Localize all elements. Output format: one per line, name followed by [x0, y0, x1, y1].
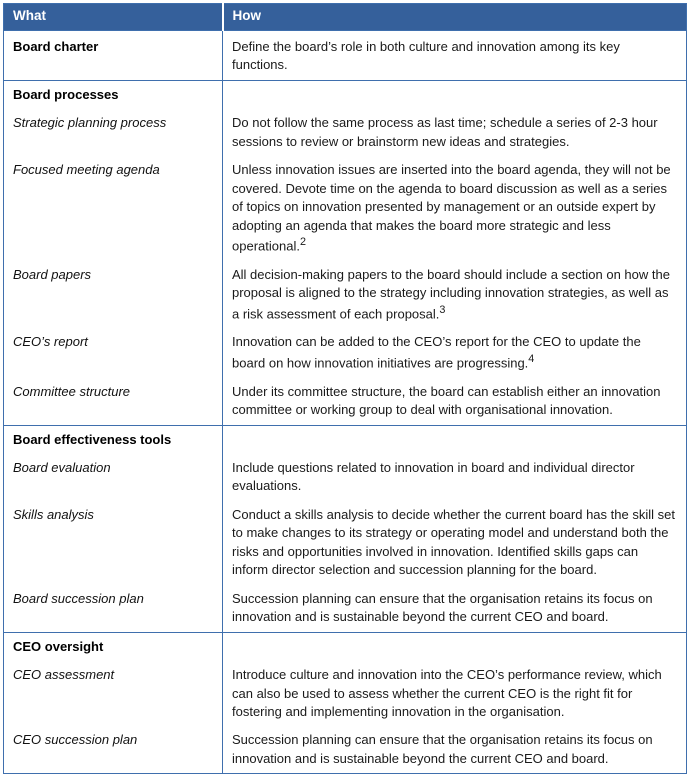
section-label: Board effectiveness tools — [13, 431, 172, 447]
item-label: Strategic planning process — [13, 115, 167, 131]
cell-what — [4, 328, 223, 377]
section-label: CEO oversight — [13, 638, 104, 654]
table-row — [4, 109, 687, 156]
table-body — [4, 30, 687, 773]
cell-what — [4, 261, 223, 329]
table-row — [4, 261, 687, 329]
item-label: CEO succession plan — [13, 732, 138, 748]
item-label: Focused meeting agenda — [13, 162, 160, 178]
cell-what — [4, 632, 223, 661]
section-label: Board charter — [13, 38, 99, 54]
table-row — [4, 585, 687, 632]
how-description: Do not follow the same process as last time; schedule a series of 2-3 hour sessions to review or brainstorm new ideas and strategies. — [232, 115, 658, 149]
item-label: Board papers — [13, 266, 92, 282]
board-innovation-table-container — [3, 3, 686, 774]
table-row — [4, 661, 687, 726]
cell-what — [4, 156, 223, 261]
how-description: Succession planning can ensure that the organisation retains its focus on innovation and is sustainable beyond the current CEO and board. — [232, 590, 653, 625]
cell-what — [4, 80, 223, 109]
table-row — [4, 30, 687, 80]
how-description: Under its committee structure, the board can establish either an innovation committee or working group to deal with organisational innovation. — [232, 383, 661, 418]
table-row — [4, 726, 687, 773]
item-label: Board succession plan — [13, 590, 144, 606]
item-label: Skills analysis — [13, 506, 94, 522]
table-row — [4, 425, 687, 454]
how-description: Innovation can be added to the CEO’s report for the CEO to update the board on how innovation initiatives are progressing. — [232, 334, 641, 371]
table-row — [4, 328, 687, 377]
item-label: CEO’s report — [13, 334, 88, 350]
cell-what — [4, 454, 223, 501]
cell-what — [4, 501, 223, 585]
cell-what — [4, 661, 223, 726]
how-description: Succession planning can ensure that the organisation retains its focus on innovation and is sustainable beyond the current CEO and board. — [232, 732, 653, 766]
cell-what — [4, 585, 223, 632]
footnote-marker: 4 — [528, 352, 535, 365]
table-row — [4, 501, 687, 585]
cell-how — [223, 661, 687, 726]
table-header — [4, 4, 687, 31]
board-innovation-table — [3, 3, 687, 774]
cell-how — [223, 501, 687, 585]
how-description: Unless innovation issues are inserted into the board agenda, they will not be covered. Devote time on the agenda to board discussion as well as a series of topics on innovation presented by management or an outside expert by adopting an agenda that makes the board more strategic and less operational. — [232, 162, 671, 254]
footnote-marker: 3 — [439, 303, 446, 316]
column-header-how: How — [223, 4, 687, 31]
how-description: Include questions related to innovation in board and individual director evaluations. — [232, 460, 635, 494]
cell-what — [4, 378, 223, 425]
cell-what — [4, 30, 223, 80]
cell-how — [223, 109, 687, 156]
table-row — [4, 632, 687, 661]
cell-how — [223, 156, 687, 261]
cell-how — [223, 378, 687, 425]
table-row — [4, 80, 687, 109]
column-header-what: What — [4, 4, 223, 31]
section-label: Board processes — [13, 86, 119, 102]
cell-how — [223, 261, 687, 329]
item-label: Committee structure — [13, 383, 131, 399]
item-label: Board evaluation — [13, 460, 111, 476]
cell-what — [4, 726, 223, 773]
table-row — [4, 156, 687, 261]
cell-how — [223, 30, 687, 80]
how-description: Define the board’s role in both culture and innovation among its key functions. — [232, 38, 620, 73]
table-row — [4, 454, 687, 501]
cell-what — [4, 109, 223, 156]
cell-how — [223, 726, 687, 773]
cell-what — [4, 425, 223, 454]
item-label: CEO assessment — [13, 667, 115, 683]
how-description: Introduce culture and innovation into the CEO’s performance review, which can also be used to assess whether the current CEO is the right fit for fostering and implementing innovation in the organisation. — [232, 667, 662, 719]
cell-how — [223, 425, 687, 454]
cell-how — [223, 632, 687, 661]
cell-how — [223, 454, 687, 501]
how-description: Conduct a skills analysis to decide whether the current board has the skill set to make changes to its strategy or operating model and understand both the risks and opportunities involved in innovation. Identified skills gaps can inform director selection and succession planning for the board. — [232, 506, 675, 578]
cell-how — [223, 80, 687, 109]
table-row — [4, 378, 687, 425]
how-description: All decision-making papers to the board should include a section on how the proposal is aligned to the strategy including innovation strategies, as well as a risk assessment of each proposal. — [232, 266, 670, 321]
cell-how — [223, 328, 687, 377]
cell-how — [223, 585, 687, 632]
table-header-row — [4, 4, 687, 31]
footnote-marker: 2 — [299, 235, 306, 248]
